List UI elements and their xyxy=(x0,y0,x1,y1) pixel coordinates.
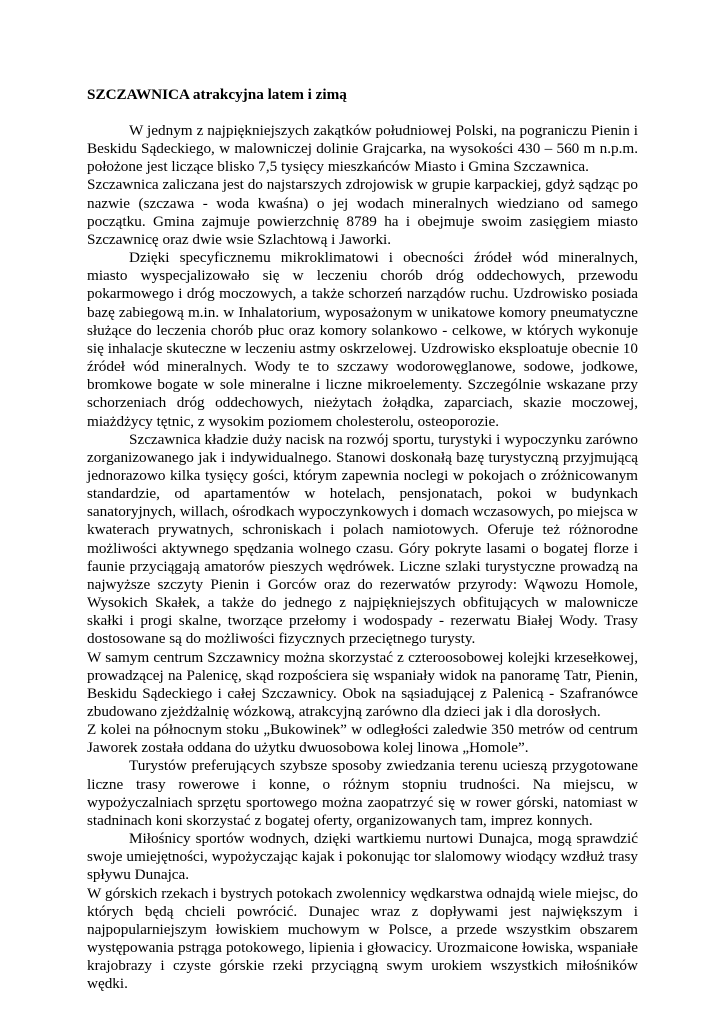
paragraph-cable-car: Z kolei na północnym stoku „Bukowinek” w odległości zaledwie 350 metrów od centrum Jaworek została oddana do użytku dwuosobowa kolej linowa „Homole”. xyxy=(87,721,638,757)
paragraph-water-sports: Miłośnicy sportów wodnych, dzięki wartkiemu nurtowi Dunajca, mogą sprawdzić swoje umiejętności, wypożyczając kajak i pokonując tor slalomowy wiodący wzdłuż trasy spływu Dunajca. xyxy=(87,830,638,884)
document-page xyxy=(87,86,638,994)
paragraph-chairlift: W samym centrum Szczawnicy można skorzystać z czteroosobowej kolejki krzesełkowej, prowadzącej na Palenicę, skąd rozpościera się wspaniały widok na panoramę Tatr, Pienin, Beskidu Sądeckiego i całej Szczawnicy. Obok na sąsiadującej z Palenicą - Szafranówce zbudowano zjeżdżalnię wózkową, atrakcyjną zarówno dla dzieci jak i dla dorosłych. xyxy=(87,648,638,720)
paragraph-cycling-riding: Turystów preferujących szybsze sposoby zwiedzania terenu ucieszą przygotowane liczne trasy rowerowe i konne, o różnym stopniu trudności. Na miejscu, w wypożyczalniach sprzętu sportowego można zaopatrzyć się w rower górski, natomiast w stadninach koni skorzystać z bogatej oferty, organizowanych tam, imprez konnych. xyxy=(87,757,638,829)
paragraph-intro: W jednym z najpiękniejszych zakątków południowej Polski, na pograniczu Pienin i Beskidu Sądeckiego, w malowniczej dolinie Grajcarka, na wysokości 430 – 560 m n.p.m. położone jest liczące blisko 7,5 tysięcy mieszkańców Miasto i Gmina Szczawnica. xyxy=(87,122,638,176)
document-title: SZCZAWNICA atrakcyjna latem i zimą xyxy=(87,86,347,103)
paragraph-tourism: Szczawnica kładzie duży nacisk na rozwój sportu, turystyki i wypoczynku zarówno zorganizowanego jak i indywidualnego. Stanowi doskonałą bazę turystyczną przyjmującą jednorazowo kilka tysięcy gości, którym zapewnia noclegi w pokojach o zróżnicowanym standardzie, od apartamentów w hotelach, pensjonatach, pokoi w budynkach sanatoryjnych, willach, ośrodkach wypoczynkowych i domach wczasowych, po miejsca w kwaterach prywatnych, schroniskach i polach namiotowych. Oferuje też różnorodne możliwości aktywnego spędzania wolnego czasu. Góry pokryte lasami o bogatej florze i faunie przyciągają amatorów pieszych wędrówek. Liczne szlaki turystyczne prowadzą na najwyższe szczyty Pienin i Gorców oraz do rezerwatów przyrody: Wąwozu Homole, Wysokich Skałek, a także do jednego z najpiękniejszych obfitujących w malownicze skałki i progi skalne, tworzące przełomy i wodospady - rezerwatu Białej Wody. Trasy dostosowane są do możliwości fizycznych przeciętnego turysty. xyxy=(87,430,638,648)
paragraph-spa-history: Szczawnica zaliczana jest do najstarszych zdrojowisk w grupie karpackiej, gdyż sądząc po nazwie (szczawa - woda kwaśna) o jej wodach mineralnych wiedziano od samego początku. Gmina zajmuje powierzchnię 8789 ha i obejmuje swoim zasięgiem miasto Szczawnicę oraz dwie wsie Szlachtową i Jaworki. xyxy=(87,176,638,248)
paragraph-health-treatment: Dzięki specyficznemu mikroklimatowi i obecności źródeł wód mineralnych, miasto wyspecjalizowało się w leczeniu chorób dróg oddechowych, przewodu pokarmowego i dróg moczowych, a także schorzeń narządów ruchu. Uzdrowisko posiada bazę zabiegową m.in. w Inhalatorium, wyposażonym w unikatowe komory pneumatyczne służące do leczenia chorób płuc oraz komory solankowo - celkowe, w których wykonuje się inhalacje skuteczne w leczeniu astmy oskrzelowej. Uzdrowisko eksploatuje obecnie 10 źródeł wód mineralnych. Wody te to szczawy wodorowęglanowe, sodowe, jodkowe, bromkowe bogate w sole mineralne i liczne mikroelementy. Szczególnie wskazane przy schorzeniach dróg oddechowych, nieżytach żołądka, zaparciach, skazie moczowej, miażdżycy tętnic, z wysokim poziomem cholesterolu, osteoporozie. xyxy=(87,249,638,430)
paragraph-fishing: W górskich rzekach i bystrych potokach zwolennicy wędkarstwa odnajdą wiele miejsc, do których będą chcieli powrócić. Dunajec wraz z dopływami jest największym i najpopularniejszym łowiskiem muchowym w Polsce, a przede wszystkim obszarem występowania pstrąga potokowego, lipienia i głowacicy. Urozmaicone łowiska, wspaniałe krajobrazy i czyste górskie rzeki przyciągną swym urokiem wszystkich miłośników wędki. xyxy=(87,884,638,993)
